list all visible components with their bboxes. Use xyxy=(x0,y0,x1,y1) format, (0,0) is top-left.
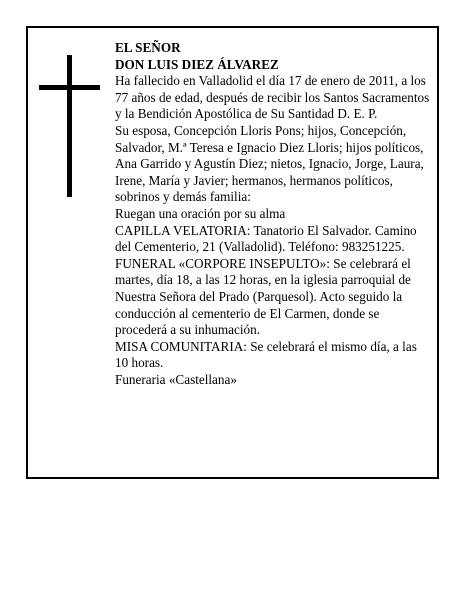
cross-horizontal-bar xyxy=(39,85,100,90)
cross-vertical-bar xyxy=(67,55,72,197)
funeral-info: FUNERAL «CORPORE INSEPULTO»: Se celebrará el martes, día 18, a las 12 horas, en la iglesia parroquial de Nuestra Señora del Prado (Parquesol). Acto seguido la conducción al cementerio de El Carmen, donde se procederá a su inhumación. xyxy=(115,255,411,338)
chapel-info: CAPILLA VELATORIA: Tanatorio El Salvador. Camino del Cementerio, 21 (Valladolid). Teléfono: 983251225. xyxy=(115,222,417,255)
obituary-text xyxy=(115,40,431,388)
mass-info: MISA COMUNITARIA: Se celebrará el mismo día, a las 10 horas. xyxy=(115,338,417,371)
prayer-request: Ruegan una oración por su alma xyxy=(115,205,286,221)
funeral-home: Funeraria «Castellana» xyxy=(115,371,237,387)
obituary-notice xyxy=(26,26,439,479)
deceased-title: EL SEÑOR xyxy=(115,40,181,55)
family-list: Su esposa, Concepción Lloris Pons; hijos, Concepción, Salvador, M.ª Teresa e Ignacio Diez Lloris; hijos políticos, Ana Garrido y Agustín Diez; nietos, Ignacio, Jorge, Laura, Irene, María y Javier; hermanos, hermanos políticos, sobrinos y demás familia: xyxy=(115,122,424,205)
deceased-name: DON LUIS DIEZ ÁLVAREZ xyxy=(115,56,279,72)
death-announcement: Ha fallecido en Valladolid el día 17 de enero de 2011, a los 77 años de edad, después de recibir los Santos Sacramentos y la Bendición Apostólica de Su Santidad D. E. P. xyxy=(115,73,430,122)
